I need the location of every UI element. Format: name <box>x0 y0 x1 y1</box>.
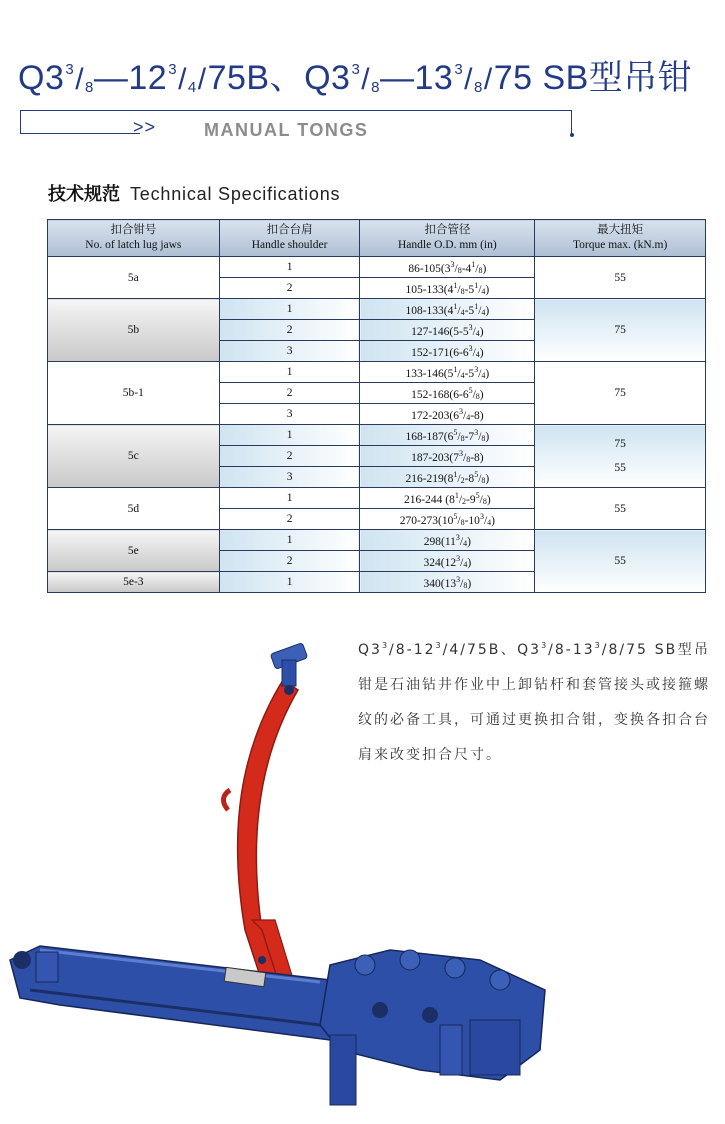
od-cell: $324(12^3/_4)$ <box>360 551 535 572</box>
od-cell: $152-168(6-6^5/_8)$ <box>360 383 535 404</box>
section-heading <box>48 180 340 206</box>
shoulder-cell: 3 <box>219 467 360 488</box>
shoulder-cell: 2 <box>219 446 360 467</box>
product-description: $Q3^3/8-12^3/4/75B$、$Q3^3/8-13^3/8/75$ SB型吊钳是石油钻井作业中上卸钻杆和套管接头或接箍螺纹的必备工具，可通过更换扣合钳，变换各扣合台肩来改变扣合尺寸。 <box>358 641 710 763</box>
spec-table-header <box>48 220 706 257</box>
manual-tong-illustration <box>0 630 560 1120</box>
red-handle <box>223 680 300 1002</box>
jaw-cell: 5a <box>48 257 220 299</box>
tong-jaw-head <box>320 950 545 1105</box>
torque-cell: 55 <box>535 257 706 299</box>
arrow-head: >> <box>133 117 157 137</box>
underline-arrow-shaft <box>20 133 140 134</box>
od-cell: $298(11^3/_4)$ <box>360 530 535 551</box>
torque-cell: 75 <box>535 362 706 425</box>
shoulder-cell: 2 <box>219 551 360 572</box>
od-cell: $105-133(4^1/_8-5^1/_4)$ <box>360 278 535 299</box>
tong-arm <box>10 946 345 1040</box>
jaw-cell: 5e-3 <box>48 572 220 593</box>
jaw-cell: 5b <box>48 299 220 362</box>
shoulder-cell: 2 <box>219 278 360 299</box>
jaw-cell: 5c <box>48 425 220 488</box>
jaw-cell: 5b-1 <box>48 362 220 425</box>
table-row <box>48 257 706 278</box>
od-cell: $187-203(7^3/_8-8)$ <box>360 446 535 467</box>
table-row <box>48 530 706 551</box>
col-header-od: 扣合管径 Handle O.D. mm (in) <box>360 220 535 257</box>
shoulder-cell: 2 <box>219 509 360 530</box>
shoulder-cell: 1 <box>219 530 360 551</box>
shoulder-cell: 3 <box>219 341 360 362</box>
od-cell: $86-105(3^3/_8-4^1/_8)$ <box>360 257 535 278</box>
shoulder-cell: 1 <box>219 488 360 509</box>
torque-cell: 75 <box>535 299 706 362</box>
jaw-cell: 5d <box>48 488 220 530</box>
table-row <box>48 299 706 320</box>
col-header-shoulder: 扣合台肩 Handle shoulder <box>219 220 360 257</box>
od-cell: $133-146(5^1/_4-5^3/_4)$ <box>360 362 535 383</box>
shoulder-cell: 3 <box>219 404 360 425</box>
shoulder-cell: 2 <box>219 383 360 404</box>
handle-top-bolt <box>270 643 307 695</box>
od-cell: $108-133(4^1/_4-5^1/_4)$ <box>360 299 535 320</box>
torque-cell: 55 <box>535 488 706 530</box>
shoulder-cell: 1 <box>219 257 360 278</box>
od-cell: $340(13^3/_8)$ <box>360 572 535 593</box>
shoulder-cell: 1 <box>219 362 360 383</box>
col-header-jaws: 扣合钳号 No. of latch lug jaws <box>48 220 220 257</box>
od-cell: $127-146(5-5^3/_4)$ <box>360 320 535 341</box>
table-row <box>48 425 706 446</box>
shoulder-cell: 2 <box>219 320 360 341</box>
subtitle: MANUAL TONGS <box>204 120 369 140</box>
table-row <box>48 362 706 383</box>
table-row <box>48 488 706 509</box>
od-cell: $270-273(10^5/_8-10^3/_4)$ <box>360 509 535 530</box>
shoulder-cell: 1 <box>219 425 360 446</box>
torque-cell: 75 55 <box>535 425 706 488</box>
od-cell: $172-203(6^3/_4-8)$ <box>360 404 535 425</box>
section-heading-cn: 技术规范 <box>48 184 120 205</box>
shoulder-cell: 1 <box>219 572 360 593</box>
od-cell: $152-171(6-6^3/_4)$ <box>360 341 535 362</box>
col-header-torque: 最大扭矩 Torque max. (kN.m) <box>535 220 706 257</box>
small-bolt <box>258 956 266 964</box>
jaw-cell: 5e <box>48 530 220 572</box>
page-title: $Q3^3/8—12^3/4/75B$、$Q3^3/8—13^3/8/75$ SB型吊钳 <box>18 59 693 97</box>
underline-end-dot <box>570 133 574 137</box>
od-cell: $168-187(6^5/_8-7^3/_8)$ <box>360 425 535 446</box>
shoulder-cell: 1 <box>219 299 360 320</box>
od-cell: 216-244 $(8^1/_2-9^5/_8)$ <box>360 488 535 509</box>
torque-cell: 55 <box>535 530 706 593</box>
section-heading-en: Technical Specifications <box>130 184 341 204</box>
od-cell: $216-219(8^1/_2-8^5/_8)$ <box>360 467 535 488</box>
spec-table <box>47 219 706 593</box>
